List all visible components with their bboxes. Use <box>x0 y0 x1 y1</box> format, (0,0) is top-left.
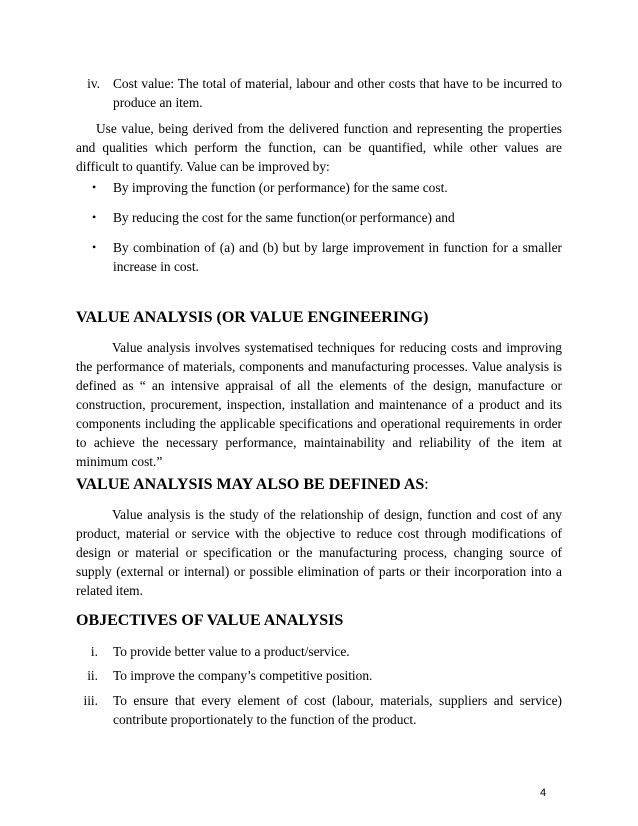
bullet-text: By combination of (a) and (b) but by large improvement in function for a smaller increase in cost. <box>113 240 562 274</box>
bullet-item <box>76 238 562 276</box>
bullet-text: By reducing the cost for the same function(or performance) and <box>113 210 455 225</box>
bullet-marker: • <box>92 180 97 194</box>
objective-text: To provide better value to a product/service. <box>113 644 350 659</box>
bullet-marker: • <box>92 240 97 254</box>
heading-colon: : <box>424 476 429 493</box>
objective-text: To ensure that every element of cost (labour, materials, suppliers and service) contribute proportionately to the function of the product. <box>113 693 562 727</box>
bullet-text: By improving the function (or performance) for the same cost. <box>113 180 448 195</box>
section-heading-value-analysis: VALUE ANALYSIS (OR VALUE ENGINEERING) <box>76 309 429 326</box>
objective-item <box>76 666 562 685</box>
section-body-value-analysis: Value analysis involves systematised techniques for reducing costs and improving the performance of materials, components and manufacturing processes. Value analysis is defined as “ an intensive appraisal of all the elements of the design, manufacture or construction, procurement, inspection, installation and maintenance of a product and its components including the applicable specifications and operational requirements in order to achieve the necessary performance, maintainability and reliability of the item at minimum cost.” <box>76 340 562 469</box>
bullet-item <box>76 208 562 227</box>
section-heading-definition <box>76 476 429 494</box>
objective-marker: ii. <box>87 668 98 683</box>
list-item-text: Cost value: The total of material, labour and other costs that have to be incurred to produce an item. <box>113 76 562 110</box>
section-heading-objectives: OBJECTIVES OF VALUE ANALYSIS <box>76 612 344 629</box>
list-item-iv <box>76 74 562 112</box>
bullet-marker: • <box>92 210 97 224</box>
list-marker: iv. <box>87 76 100 91</box>
bullet-item <box>76 178 562 197</box>
section-body-definition: Value analysis is the study of the relationship of design, function and cost of any product, material or service with the objective to reduce cost through modifications of design or material or specification or the manufacturing process, changing source of supply (external or internal) or possible elimination of parts or their incorporation into a related item. <box>76 507 562 598</box>
heading-text: VALUE ANALYSIS MAY ALSO BE DEFINED AS <box>76 476 425 493</box>
page-number: 4 <box>540 787 547 799</box>
objective-item <box>76 691 562 729</box>
objective-item <box>76 642 562 661</box>
objective-marker: iii. <box>83 693 98 708</box>
objective-text: To improve the company’s competitive position. <box>113 668 373 683</box>
intro-paragraph: Use value, being derived from the delivered function and representing the properties and qualities which perform the function, can be quantified, while other values are difficult to quantify. Value can be improved by: <box>76 121 562 174</box>
objective-marker: i. <box>90 644 98 659</box>
